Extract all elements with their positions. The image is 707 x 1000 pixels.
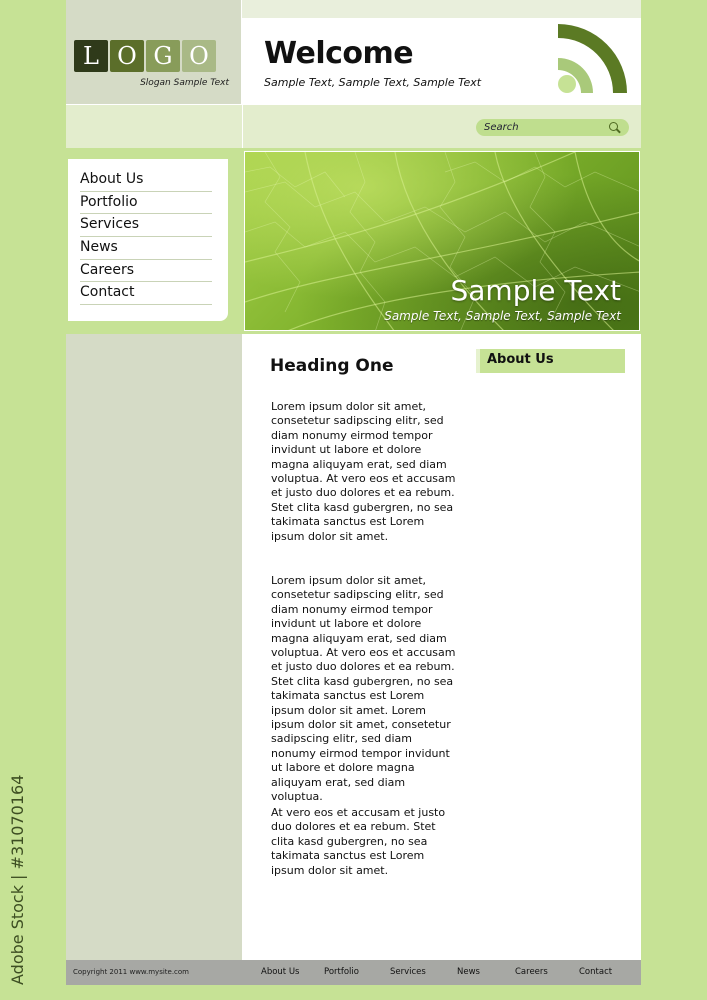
footer-link-portfolio[interactable]: Portfolio	[324, 967, 359, 977]
logo[interactable]	[74, 40, 216, 72]
hero-banner	[244, 151, 640, 331]
main-content	[242, 334, 641, 960]
footer	[66, 960, 641, 985]
logo-letter: L	[74, 40, 108, 72]
content-paragraph: At vero eos et accusam et justo duo dolores et ea rebum. Stet clita kasd gubergren, no sea takimata sanctus est Lorem ipsum dolor sit amet.	[271, 806, 446, 877]
search-icon[interactable]	[609, 122, 621, 134]
slogan: Slogan Sample Text	[140, 78, 229, 88]
logo-panel	[66, 0, 242, 104]
hero-title: Sample Text	[450, 274, 621, 307]
nav-item-portfolio[interactable]: Portfolio	[80, 192, 212, 215]
logo-letter: G	[146, 40, 180, 72]
rss-icon[interactable]	[557, 24, 627, 94]
stock-watermark: Adobe Stock | #31070164	[8, 774, 27, 985]
sidebar-heading-about-us[interactable]: About Us	[476, 349, 625, 373]
footer-link-services[interactable]: Services	[390, 967, 426, 977]
nav-item-news[interactable]: News	[80, 237, 212, 260]
left-column	[66, 334, 242, 960]
hero-subtitle: Sample Text, Sample Text, Sample Text	[384, 309, 621, 323]
content-paragraph: Lorem ipsum dolor sit amet, consetetur sadipscing elitr, sed diam nonumy eirmod tempor invidunt ut labore et dolore magna aliquyam erat, sed diam voluptua. At vero eos et accusam et justo duo dolores et ea rebum. Stet clita kasd gubergren, no sea takimata sanctus est Lorem ipsum dolor sit amet. Lorem ipsum dolor sit amet, consetetur sadipscing elitr, sed diam nonumy eirmod tempor invidunt ut labore et dolore magna aliquyam erat, sed diam voluptua.	[271, 574, 456, 804]
nav-item-careers[interactable]: Careers	[80, 260, 212, 283]
content-paragraph: Lorem ipsum dolor sit amet, consetetur sadipscing elitr, sed diam nonumy eirmod tempor invidunt ut labore et dolore magna aliquyam erat, sed diam voluptua. At vero eos et accusam et justo duo dolores et ea rebum. Stet clita kasd gubergren, no sea takimata sanctus est Lorem ipsum dolor sit amet.	[271, 400, 456, 543]
nav-item-contact[interactable]: Contact	[80, 282, 212, 305]
footer-link-contact[interactable]: Contact	[579, 967, 613, 977]
page-subtitle: Sample Text, Sample Text, Sample Text	[264, 76, 482, 89]
search-placeholder: Search	[484, 122, 519, 133]
divider	[242, 105, 243, 148]
header	[242, 0, 641, 104]
content-heading: Heading One	[270, 356, 394, 376]
web-template-page	[66, 0, 641, 985]
copyright: Copyright 2011 www.mysite.com	[73, 968, 190, 976]
main-nav	[66, 157, 230, 323]
nav-item-services[interactable]: Services	[80, 214, 212, 237]
search-input[interactable]	[476, 119, 629, 136]
footer-link-about-us[interactable]: About Us	[261, 967, 300, 977]
nav-item-about-us[interactable]: About Us	[80, 169, 212, 192]
header-strip	[242, 0, 641, 18]
logo-letter: O	[182, 40, 216, 72]
search-bar-row	[66, 104, 641, 148]
page-title: Welcome	[264, 36, 414, 71]
footer-link-news[interactable]: News	[457, 967, 480, 977]
logo-letter: O	[110, 40, 144, 72]
footer-link-careers[interactable]: Careers	[515, 967, 548, 977]
